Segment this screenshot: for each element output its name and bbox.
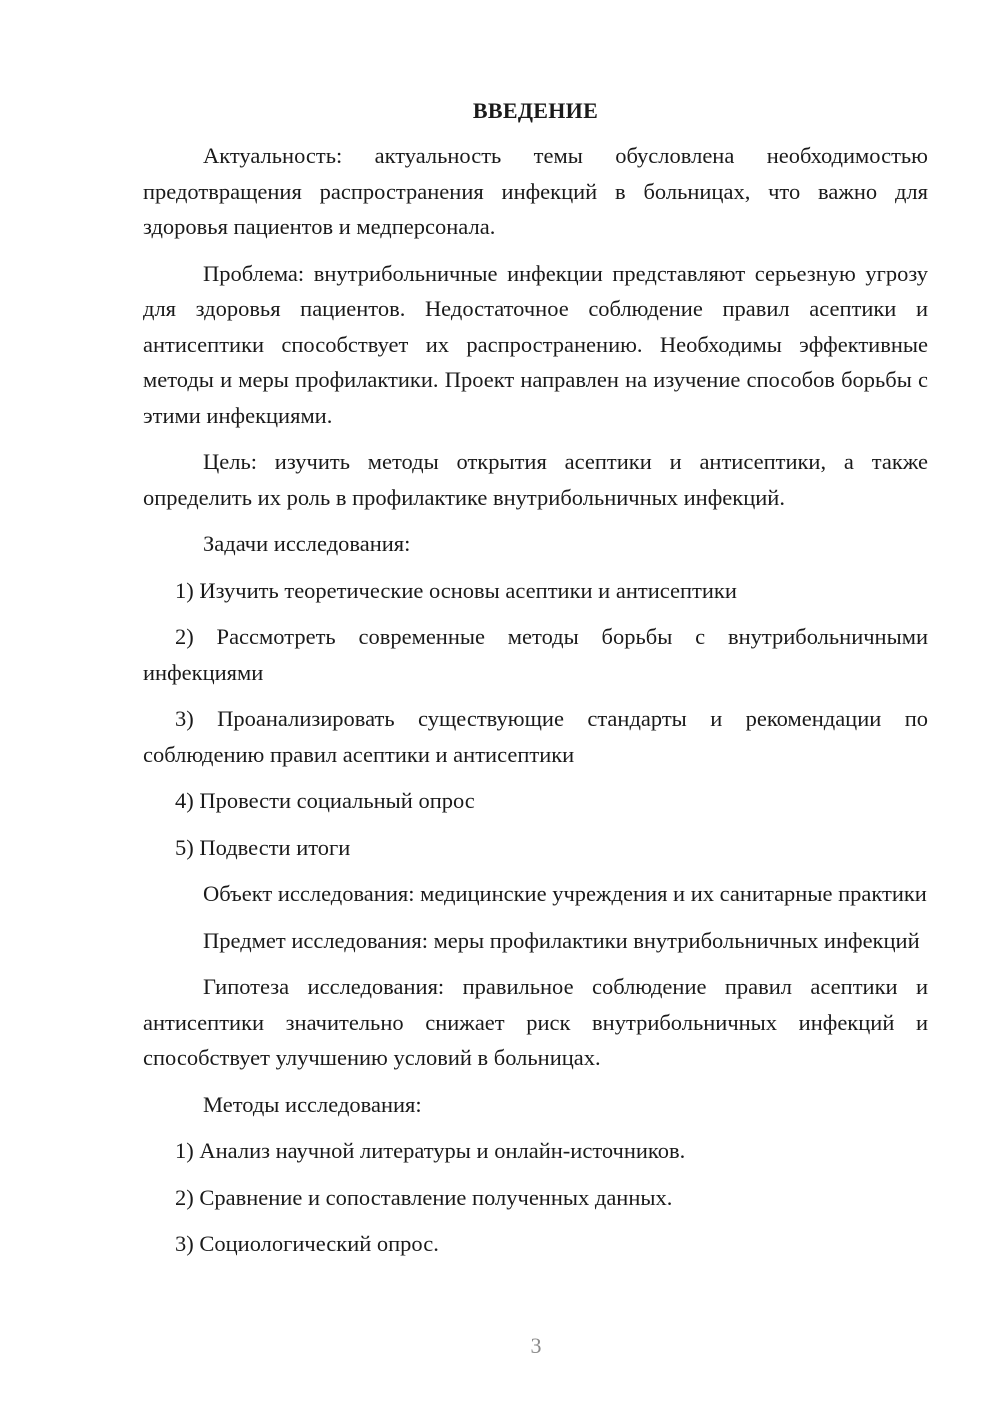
object-paragraph: Объект исследования: медицинские учреждения и их санитарные практики <box>203 881 927 906</box>
document-body <box>143 96 928 1273</box>
tasks-heading: Задачи исследования: <box>203 531 411 556</box>
subject-paragraph: Предмет исследования: меры профилактики внутрибольничных инфекций <box>203 927 920 953</box>
task-item: 1) Изучить теоретические основы асептики и антисептики <box>175 577 737 603</box>
method-item: 1) Анализ научной литературы и онлайн-источников. <box>175 1138 686 1163</box>
task-item: 3) Проанализировать существующие стандарты и рекомендации по соблюдению правил асептики и антисептики <box>143 706 928 767</box>
task-item: 4) Провести социальный опрос <box>175 788 475 813</box>
task-item: 2) Рассмотреть современные методы борьбы с внутрибольничными инфекциями <box>143 624 928 685</box>
method-item: 2) Сравнение и сопоставление полученных данных. <box>175 1184 673 1210</box>
method-item: 3) Социологический опрос. <box>175 1231 439 1256</box>
methods-heading: Методы исследования: <box>203 1091 422 1117</box>
goal-paragraph: Цель: изучить методы открытия асептики и антисептики, а также определить их роль в профилактике внутрибольничных инфекций. <box>143 449 928 510</box>
section-title: ВВЕДЕНИЕ <box>472 98 599 123</box>
hypothesis-paragraph: Гипотеза исследования: правильное соблюдение правил асептики и антисептики значительно снижает риск внутрибольничных инфекций и способствует улучшению условий в больницах. <box>143 974 928 1070</box>
problem-paragraph: Проблема: внутрибольничные инфекции представляют серьезную угрозу для здоровья пациентов. Недостаточное соблюдение правил асептики и антисептики способствует их распространению. Необходимы эффективные методы и меры профилактики. Проект направлен на изучение способов борьбы с этими инфекциями. <box>143 260 928 428</box>
page-number: 3 <box>530 1333 542 1358</box>
relevance-paragraph: Актуальность: актуальность темы обусловлена необходимостью предотвращения распространения инфекций в больницах, что важно для здоровья пациентов и медперсонала. <box>143 143 928 239</box>
task-item: 5) Подвести итоги <box>175 834 351 860</box>
